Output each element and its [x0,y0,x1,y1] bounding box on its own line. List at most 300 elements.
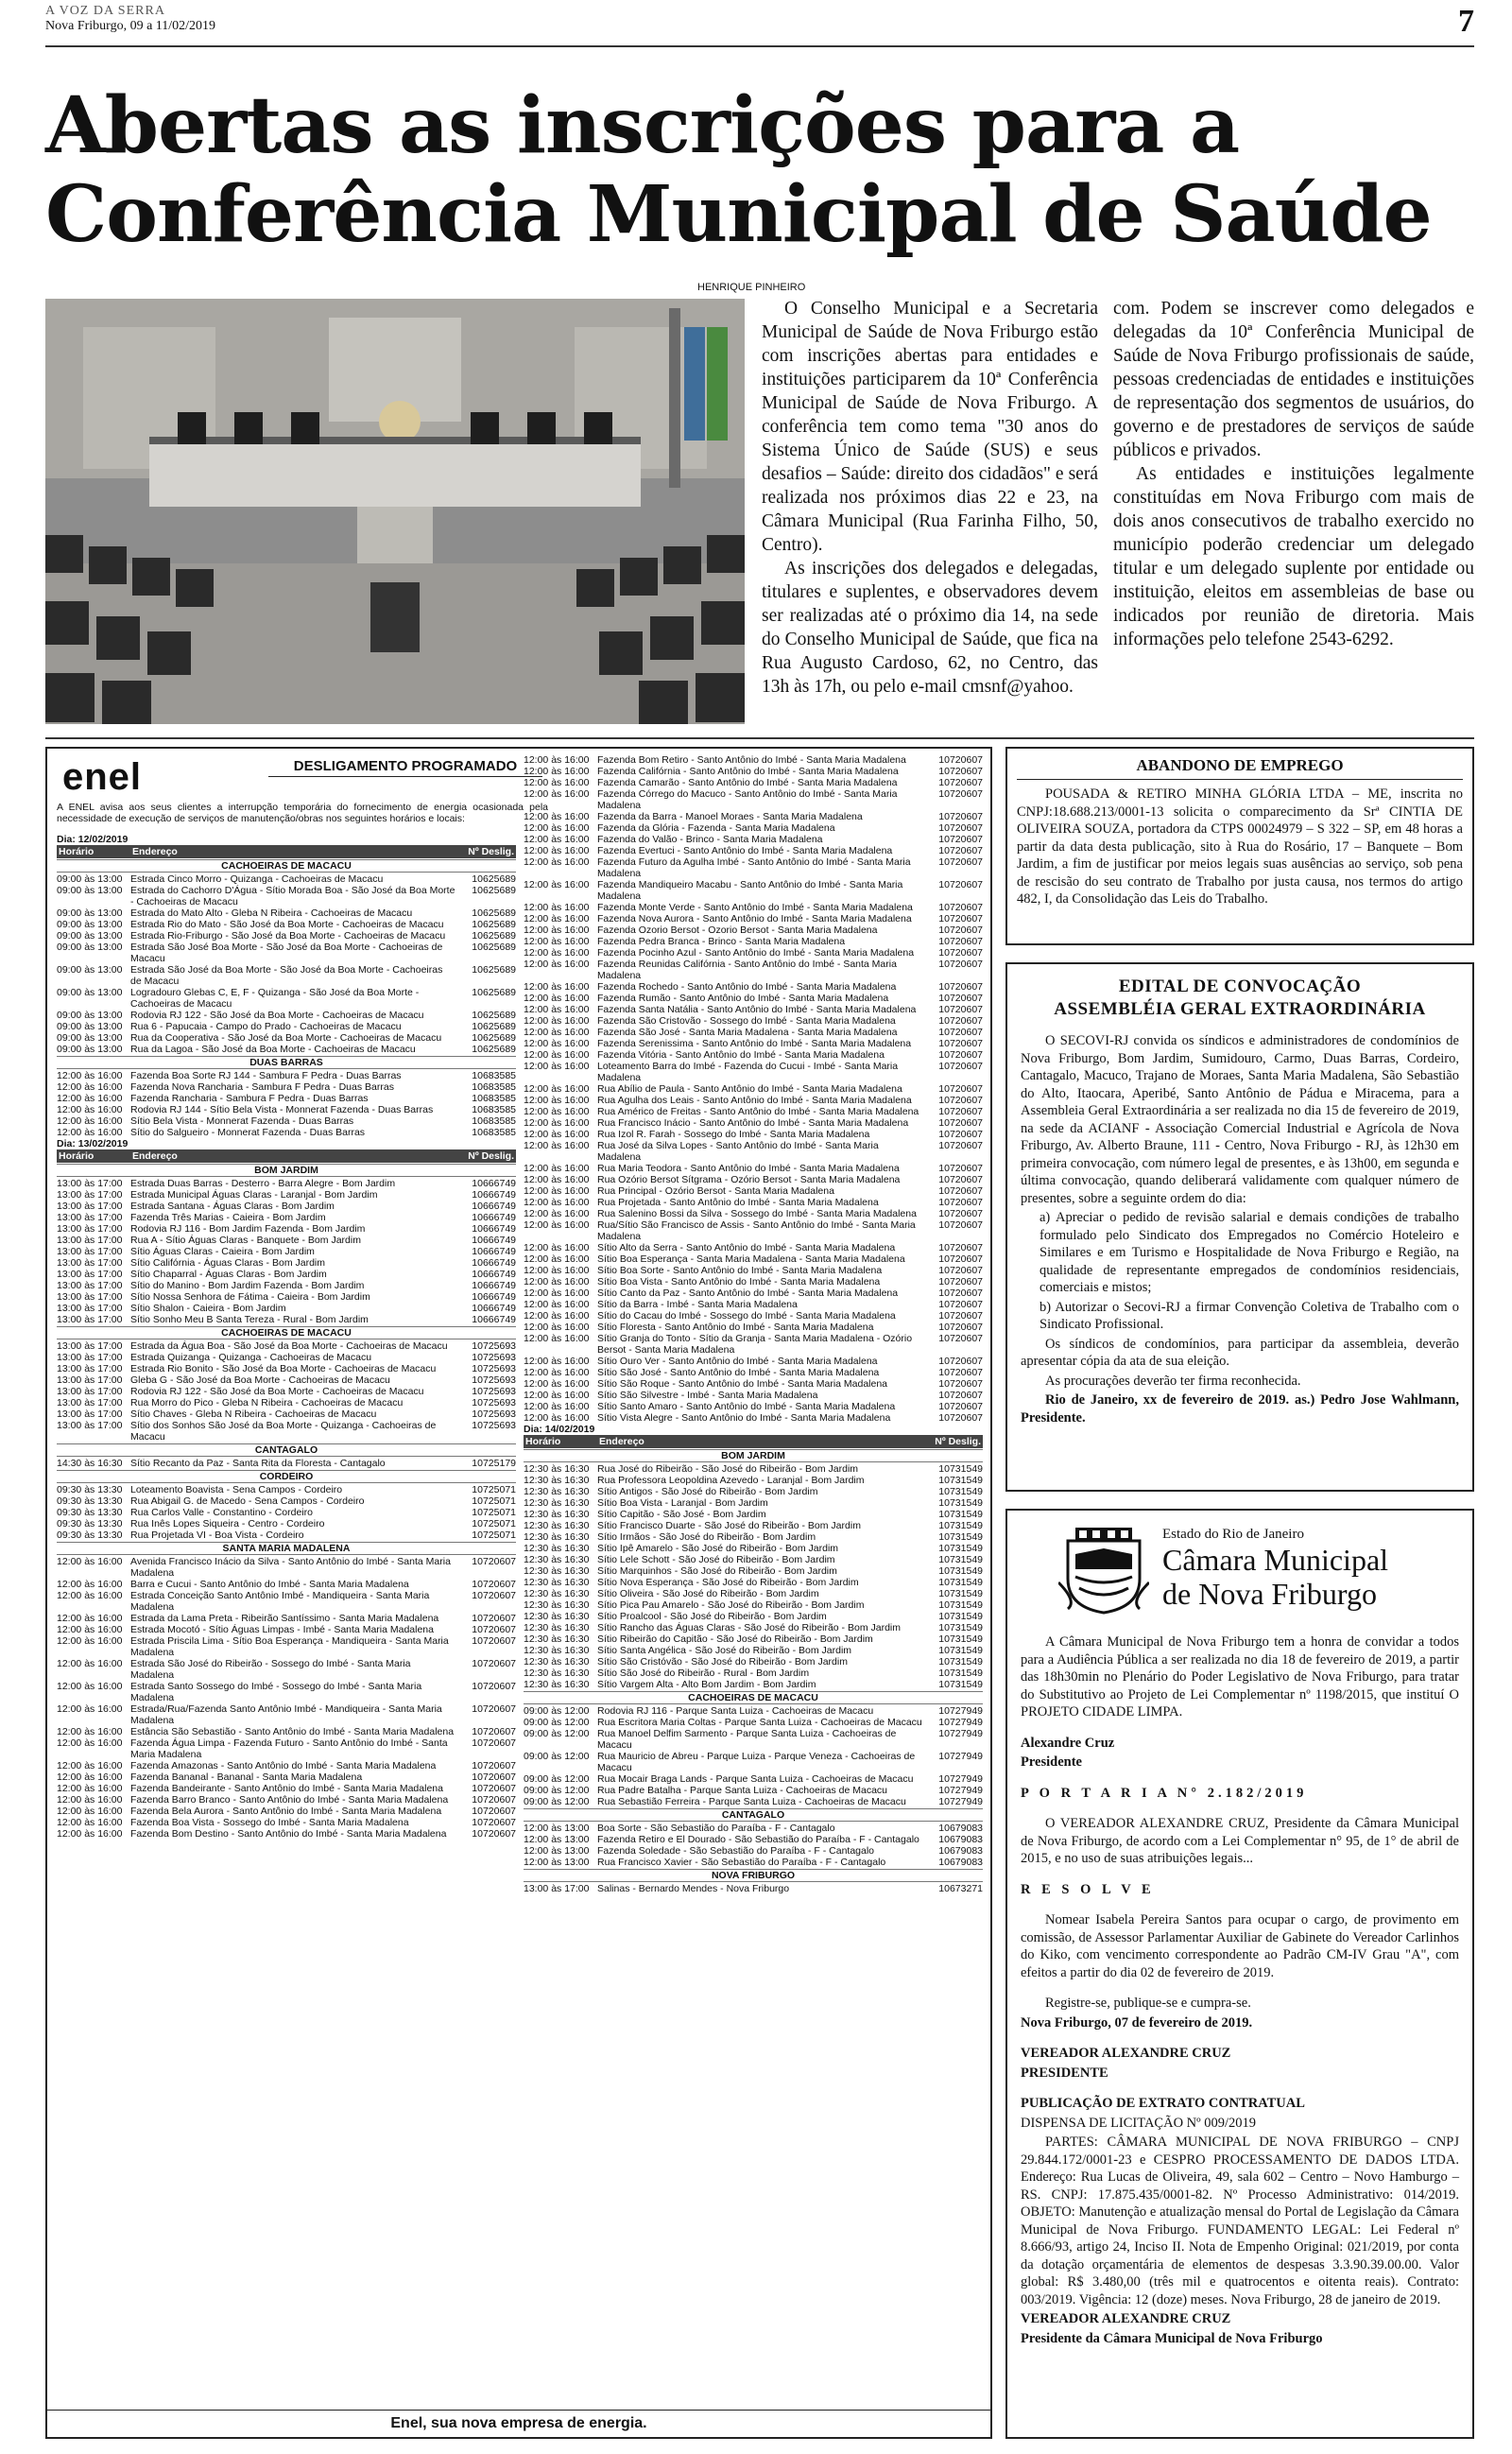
outage-number: 10725071 [472,1495,516,1507]
outage-number: 10731549 [938,1497,983,1509]
outage-row [524,1543,983,1554]
camara-title-block [1162,1527,1388,1611]
col-address-header: Endereço [132,1150,178,1162]
outage-number: 10720607 [938,879,983,890]
outage-address: Sítio Oliveira - São José do Ribeirão - Bom Jardim [597,1588,819,1599]
camara-name-2: de Nova Friburgo [1162,1576,1377,1611]
outage-row [524,1197,983,1208]
outage-address: Sítio Boa Sorte - Santo Antônio do Imbé - Santa Maria Madalena [597,1265,883,1276]
outage-time: 14:30 às 16:30 [57,1458,123,1469]
outage-address: Rua Agulha dos Leais - Santo Antônio do Imbé - Santa Maria Madalena [597,1095,912,1106]
enel-intro: A ENEL avisa aos seus clientes a interrupção temporária do fornecimento de energia ocasionada pela necessidade de execução de serviços de manutenção/obras nos seguintes horários e locais: [57,802,548,824]
enel-logo: enel [62,756,143,798]
outage-number: 10727949 [938,1785,983,1796]
outage-time: 13:00 às 17:00 [57,1397,123,1408]
outage-time: 12:00 às 16:00 [524,1027,590,1038]
outage-address: Rua Mauricio de Abreu - Parque Luiza - Parque Veneza - Cachoeiras de Macacu [597,1751,916,1773]
outage-row [524,834,983,845]
outage-row [524,1705,983,1717]
outage-number: 10727949 [938,1773,983,1785]
outage-number: 10720607 [472,1681,516,1692]
outage-row [524,1679,983,1690]
extrato-text: PARTES: CÂMARA MUNICIPAL DE NOVA FRIBURGO – CNPJ 29.844.172/0001-23 e CESPRO PROCESSAMENTO DE DADOS LTDA. Endereço: Rua Lucas de Oliveira, 49, sala 602 – Centro – Novo Hamburgo – RS. CNPJ: 17.875.435/0001-82. Nº Processo Administrativo: 014/2019. OBJETO: Manutenção e atualização mensal do Portal de Legislação da Câmara Municipal de Nova Friburgo. FUNDAMENTO LEGAL: Lei Federal nº 8.666/93, artigo 24, Inciso II. Nota de Empenho Original: 021/2019, por conta da dotação orçamentária de elementos de despesas 3.3.90.39.00.00. Valor global: R$ 3.480,00 (três mil e quatrocentos e oitenta reais). Contrato: 003/2019. Vigência: 12 (doze) meses. Nova Friburgo, 28 de janeiro de 2019. [1021,2134,1459,2307]
outage-address: Rua Ozório Bersot Sítgrama - Ozório Bersot - Santa Maria Madalena [597,1174,901,1185]
outage-time: 12:00 às 16:00 [524,1095,590,1106]
outage-row [524,1785,983,1796]
outage-address: Rua A - Sítio Águas Claras - Banquete - Bom Jardim [130,1235,361,1246]
issue-date: Nova Friburgo, 09 a 11/02/2019 [45,19,216,33]
outage-time: 13:00 às 17:00 [57,1201,123,1212]
outage-row [57,1115,516,1127]
outage-number: 10720607 [938,834,983,845]
outage-number: 10725693 [472,1352,516,1363]
outage-row [57,1507,516,1518]
outage-address: Gleba G - São José da Boa Morte - Cachoeiras de Macacu [130,1374,390,1386]
outage-time: 12:00 às 16:00 [57,1556,123,1567]
outage-time: 09:00 às 12:00 [524,1796,590,1807]
outage-row [57,1828,516,1840]
outage-address: Rua Abílio de Paula - Santo Antônio do Imbé - Santa Maria Madalena [597,1083,902,1095]
outage-row [524,925,983,936]
outage-time: 12:30 às 16:30 [524,1588,590,1599]
article-column-1 [762,297,1098,699]
outage-time: 12:00 às 16:00 [524,936,590,947]
outage-row [57,873,516,885]
outage-number: 10731549 [938,1520,983,1531]
outage-address: Barra e Cucui - Santo Antônio do Imbé - Santa Maria Madalena [130,1579,409,1590]
outage-number: 10679083 [938,1823,983,1834]
outage-number: 10720607 [938,777,983,788]
outage-time: 12:00 às 16:00 [524,879,590,890]
outage-row [524,1322,983,1333]
outage-address: Rua da Lagoa - São José da Boa Morte - Cachoeiras de Macacu [130,1044,416,1055]
outage-address: Sítio Granja do Tonto - Sítio da Granja - Santa Maria Madalena - Ozório Bersot - Santa Maria Madalena [597,1333,913,1356]
outage-time: 12:00 às 16:00 [524,1242,590,1253]
outage-row [57,1737,516,1760]
outage-row [57,1658,516,1681]
enel-table-left [57,834,516,1840]
outage-time: 12:30 às 16:30 [524,1622,590,1633]
outage-row [524,811,983,822]
outage-row [57,1579,516,1590]
outage-time: 12:00 às 16:00 [57,1590,123,1601]
outage-time: 12:00 às 16:00 [57,1658,123,1669]
outage-time: 09:30 às 13:30 [57,1529,123,1541]
outage-time: 09:00 às 13:00 [57,907,123,919]
outage-number: 10666749 [472,1291,516,1303]
outage-number: 10720607 [938,1412,983,1424]
outage-number: 10720607 [938,1390,983,1401]
outage-time: 09:00 às 12:00 [524,1728,590,1739]
outage-time: 12:00 às 16:00 [57,1115,123,1127]
outage-row [524,1401,983,1412]
outage-number: 10720607 [938,1197,983,1208]
outage-address: Rua Izol R. Farah - Sossego do Imbé - Santa Maria Madalena [597,1129,870,1140]
outage-time: 13:00 às 17:00 [57,1408,123,1420]
outage-time: 12:30 às 16:30 [524,1509,590,1520]
outage-number: 10720607 [472,1817,516,1828]
outage-row [57,1201,516,1212]
outage-time: 12:00 às 16:00 [57,1726,123,1737]
outage-row [57,907,516,919]
outage-time: 12:00 às 16:00 [524,959,590,970]
outage-time: 09:00 às 13:00 [57,919,123,930]
outage-row [57,1794,516,1806]
outage-number: 10720607 [938,1140,983,1151]
outage-address: Sítio Boa Vista - Santo Antônio do Imbé - Santa Maria Madalena [597,1276,881,1287]
outage-number: 10727949 [938,1751,983,1762]
edital-notice [1005,962,1474,1492]
outage-time: 12:00 às 16:00 [524,1117,590,1129]
outage-row [524,1299,983,1310]
outage-row [524,1163,983,1174]
outage-time: 12:00 às 13:00 [524,1845,590,1857]
outage-address: Fazenda Vitória - Santo Antônio do Imbé - Santa Maria Madalena [597,1049,885,1061]
outage-row [57,1386,516,1397]
outage-municipality: NOVA FRIBURGO [524,1869,983,1882]
outage-number: 10720607 [938,1378,983,1390]
outage-number: 10720607 [938,1253,983,1265]
article-paragraph: com. Podem se inscrever como delegados e delegadas da 10ª Conferência Municipal de Saúde de Nova Friburgo profissionais de saúde, pessoas credenciadas de entidades e instituições de representação dos segmentos de usuários, do governo e de prestadores de serviços de saúde públicos e privados. [1113,299,1474,460]
outage-day: Dia: 12/02/2019 [57,834,129,845]
outage-number: 10720607 [472,1658,516,1669]
outage-row [57,885,516,907]
outage-address: Sítio Rancho das Águas Claras - São José do Ribeirão - Bom Jardim [597,1622,901,1633]
outage-row [524,1038,983,1049]
outage-number: 10731549 [938,1577,983,1588]
enel-outage-notice [45,747,992,2439]
outage-row [57,1257,516,1269]
outage-number: 10731549 [938,1531,983,1543]
outage-time: 12:00 às 16:00 [57,1635,123,1647]
outage-row [524,1117,983,1129]
outage-municipality: CANTAGALO [524,1808,983,1822]
outage-time: 12:00 às 16:00 [524,1129,590,1140]
outage-municipality: BOM JARDIM [57,1164,516,1177]
outage-time: 13:00 às 17:00 [57,1223,123,1235]
outage-time: 12:00 às 16:00 [524,1219,590,1231]
outage-row [57,964,516,987]
outage-time: 12:00 às 16:00 [57,1794,123,1806]
outage-address: Fazenda Barro Branco - Santo Antônio do Imbé - Santa Maria Madalena [130,1794,449,1806]
outage-row [57,1314,516,1325]
outage-number: 10720607 [938,1310,983,1322]
outage-number: 10683585 [472,1115,516,1127]
outage-number: 10731549 [938,1588,983,1599]
camara-paragraph: O VEREADOR ALEXANDRE CRUZ, Presidente da Câmara Municipal de Nova Friburgo, de acordo com a Lei Complementar n° 95, de 1° de abril de 2015, e no uso de suas atribuições legais... [1021,1816,1459,1866]
col-time-header: Horário [525,1436,561,1447]
outage-number: 10683585 [472,1127,516,1138]
abandono-notice [1005,747,1474,945]
outage-address: Fazenda São José - Santa Maria Madalena - Santa Maria Madalena [597,1027,898,1038]
article-paragraph: As inscrições dos delegados e delegadas, titulares e suplentes, e observadores devem ser realizadas até o próximo dia 14, na sede do Conselho Municipal de Saúde, que fica na Rua Augusto Cardoso, 62, no Centro, das 13h às 17h, ou pelo e-mail cmsnf@yahoo. [762,559,1098,697]
outage-address: Fazenda Evertuci - Santo Antônio do Imbé - Santa Maria Madalena [597,845,893,856]
camara-state: Estado do Rio de Janeiro [1162,1526,1304,1542]
outage-row [57,1235,516,1246]
outage-number: 10731549 [938,1645,983,1656]
outage-time: 12:00 às 16:00 [524,925,590,936]
newspaper-name: A VOZ DA SERRA [45,4,165,18]
outage-time: 12:00 às 16:00 [57,1806,123,1817]
outage-number: 10731549 [938,1565,983,1577]
outage-row [524,1611,983,1622]
outage-time: 12:00 às 16:00 [524,913,590,925]
outage-time: 12:00 às 16:00 [524,1106,590,1117]
outage-number: 10720607 [472,1703,516,1715]
outage-time: 12:30 às 16:30 [524,1599,590,1611]
outage-time: 12:00 às 16:00 [57,1579,123,1590]
enel-table-right [524,754,983,1894]
outage-time: 12:30 às 16:30 [524,1497,590,1509]
outage-number: 10720607 [938,1038,983,1049]
outage-municipality: CORDEIRO [57,1470,516,1483]
outage-time: 12:00 às 16:00 [524,1049,590,1061]
outage-number: 10727949 [938,1705,983,1717]
outage-number: 10720607 [472,1737,516,1749]
outage-row [524,1129,983,1140]
outage-number: 10720607 [938,1322,983,1333]
signature-role: Presidente da Câmara Municipal de Nova Friburgo [1021,2330,1323,2346]
outage-number: 10725071 [472,1529,516,1541]
outage-time: 12:00 às 16:00 [57,1081,123,1093]
outage-time: 12:00 às 16:00 [524,1287,590,1299]
outage-number: 10720607 [938,1333,983,1344]
edital-paragraph: O SECOVI-RJ convida os síndicos e administradores de condomínios de Nova Friburgo, Bom Jardim, Sumidouro, Carmo, Duas Barras, Cordeiro, Cantagalo, Macuco, Trajano de Moraes, Santa Maria Madalena, São Sebastião do Alto, Itaocara, Aperibé, Santo Antônio de Pádua e Miracema, para a Assembleia Geral Extraordinária a ser realizada no dia 15 de fevereiro de 2019, na sede da ACIANF - Associação Comercial Industrial e Agrícola de Nova Friburgo, Av. Alberto Braune, 111 - Centro, Nova Friburgo - RJ, às 12h30 em primeira convocação, com número legal de presentes, e às 13h00, em segunda e última convocação, quando deliberará validamente com qualquer número de presentes, sobre a seguinte ordem do dia: [1021,1033,1459,1206]
outage-time: 12:00 às 16:00 [524,1356,590,1367]
outage-number: 10720607 [938,1276,983,1287]
outage-row [524,1717,983,1728]
outage-address: Rua 6 - Papucaia - Campo do Prado - Cachoeiras de Macacu [130,1021,402,1032]
outage-address: Rodovia RJ 122 - São José da Boa Morte - Cachoeiras de Macacu [130,1386,424,1397]
outage-number: 10720607 [938,993,983,1004]
outage-number: 10625689 [472,919,516,930]
outage-row [524,777,983,788]
outage-number: 10725071 [472,1484,516,1495]
outage-number: 10731549 [938,1611,983,1622]
outage-row [524,1083,983,1095]
outage-address: Sítio Santa Angélica - São José do Ribeirão - Bom Jardim [597,1645,852,1656]
edital-item-a: a) Apreciar o pedido de revisão salarial e demais condições de trabalho formulado pelo Sindicato dos Empregados no Comércio Hoteleiro e Similares e em Turismo e Hospitalidade de Nova Friburgo e Região, na qualidade de representante empregados de condomínios residenciais, comerciais e mistos; [1040,1210,1459,1295]
edital-item-b: b) Autorizar o Secovi-RJ a firmar Convenção Coletiva de Trabalho com o Sindicato Profissional. [1040,1299,1459,1332]
outage-address: Rodovia RJ 116 - Bom Jardim Fazenda - Bom Jardim [130,1223,366,1235]
outage-address: Fazenda Monte Verde - Santo Antônio do Imbé - Santa Maria Madalena [597,902,913,913]
edital-paragraph: Os síndicos de condomínios, para participar da assembleia, deverão apresentar cópia da ata de sua eleição. [1021,1336,1459,1369]
col-time-header: Horário [59,846,94,857]
outage-address: Estrada Rio-Friburgo - São José da Boa Morte - Cachoeiras de Macacu [130,930,446,942]
outage-number: 10731549 [938,1543,983,1554]
outage-time: 09:00 às 13:00 [57,1010,123,1021]
outage-time: 12:30 às 16:30 [524,1679,590,1690]
outage-number: 10720607 [938,902,983,913]
outage-time: 13:00 às 17:00 [57,1178,123,1189]
outage-row [524,1751,983,1773]
outage-time: 12:00 às 16:00 [524,834,590,845]
outage-row [524,1728,983,1751]
signature-name: Alexandre Cruz [1021,1735,1115,1751]
outage-address: Sítio Alto da Serra - Santo Antônio do Imbé - Santa Maria Madalena [597,1242,896,1253]
outage-time: 09:00 às 12:00 [524,1717,590,1728]
outage-time: 12:00 às 16:00 [57,1104,123,1115]
outage-number: 10720607 [472,1726,516,1737]
outage-number: 10683585 [472,1081,516,1093]
outage-row [524,766,983,777]
outage-row [524,1287,983,1299]
outage-address: Rua da Cooperativa - São José da Boa Morte - Cachoeiras de Macacu [130,1032,442,1044]
outage-time: 13:00 às 17:00 [57,1386,123,1397]
outage-row [57,1817,516,1828]
outage-table-header [524,1435,983,1448]
outage-address: Estrada do Mato Alto - Gleba N Ribeira - Cachoeiras de Macacu [130,907,413,919]
outage-row [524,1208,983,1219]
outage-row [524,981,983,993]
outage-address: Fazenda Ozorio Bersot - Ozorio Bersot - Santa Maria Madalena [597,925,878,936]
outage-address: Fazenda Camarão - Santo Antônio do Imbé - Santa Maria Madalena [597,777,898,788]
outage-number: 10731549 [938,1475,983,1486]
outage-number: 10720607 [472,1794,516,1806]
outage-address: Fazenda do Valão - Brinco - Santa Maria Madalena [597,834,823,845]
outage-number: 10666749 [472,1269,516,1280]
outage-day: Dia: 13/02/2019 [57,1138,129,1149]
outage-table-header [57,1149,516,1163]
camara-date: Nova Friburgo, 07 de fevereiro de 2019. [1021,2014,1253,2031]
outage-day: Dia: 14/02/2019 [524,1424,595,1435]
outage-row [57,1093,516,1104]
outage-time: 13:00 às 17:00 [57,1363,123,1374]
outage-number: 10720607 [472,1635,516,1647]
outage-address: Rua Principal - Ozório Bersot - Santa Maria Madalena [597,1185,834,1197]
outage-time: 12:00 às 16:00 [524,1163,590,1174]
outage-address: Fazenda Reunidas Califórnia - Santo Antônio do Imbé - Santa Maria Madalena [597,959,897,981]
outage-address: Sítio São Cristóvão - São José do Ribeirão - Bom Jardim [597,1656,848,1668]
outage-address: Fazenda Futuro da Agulha Imbé - Santo Antônio do Imbé - Santa Maria Madalena [597,856,911,879]
outage-address: Sítio Marquinhos - São José do Ribeirão - Bom Jardim [597,1565,837,1577]
outage-row [57,1624,516,1635]
outage-address: Sítio Boa Vista - Laranjal - Bom Jardim [597,1497,768,1509]
outage-time: 12:00 às 16:00 [524,1174,590,1185]
outage-time: 09:00 às 12:00 [524,1773,590,1785]
outage-number: 10625689 [472,1032,516,1044]
outage-address: Sítio do Cacau do Imbé - Sossego do Imbé - Santa Maria Madalena [597,1310,896,1322]
outage-row [524,1796,983,1807]
outage-number: 10720607 [938,1299,983,1310]
outage-number: 10725693 [472,1397,516,1408]
outage-address: Sítio Canto da Paz - Santo Antônio do Imbé - Santa Maria Madalena [597,1287,899,1299]
outage-number: 10725693 [472,1363,516,1374]
outage-number: 10725071 [472,1518,516,1529]
outage-number: 10720607 [938,1061,983,1072]
outage-time: 12:30 às 16:30 [524,1554,590,1565]
outage-row [57,1021,516,1032]
outage-row [57,1081,516,1093]
outage-row [524,1645,983,1656]
outage-row [57,930,516,942]
outage-address: Fazenda Rochedo - Santo Antônio do Imbé - Santa Maria Madalena [597,981,897,993]
outage-time: 12:30 às 16:30 [524,1611,590,1622]
outage-address: Estrada Municipal Águas Claras - Laranjal - Bom Jardim [130,1189,378,1201]
outage-number: 10625689 [472,987,516,998]
outage-address: Estrada São José Boa Morte - São José da Boa Morte - Cachoeiras de Macacu [130,942,443,964]
outage-number: 10683585 [472,1070,516,1081]
outage-row [524,1577,983,1588]
outage-number: 10720607 [472,1806,516,1817]
enel-slogan: Enel, sua nova empresa de energia. [47,2410,990,2437]
outage-row [524,1356,983,1367]
outage-row [57,1189,516,1201]
outage-address: Sítio Bela Vista - Monnerat Fazenda - Duas Barras [130,1115,354,1127]
outage-time: 12:00 às 16:00 [57,1783,123,1794]
outage-time: 12:00 às 16:00 [57,1624,123,1635]
outage-address: Sítio Ipê Amarelo - São José do Ribeirão - Bom Jardim [597,1543,839,1554]
outage-number: 10720607 [938,1265,983,1276]
outage-row [57,942,516,964]
outage-time: 13:00 às 17:00 [57,1189,123,1201]
outage-number: 10683585 [472,1104,516,1115]
outage-time: 09:30 às 13:30 [57,1507,123,1518]
outage-time: 09:00 às 13:00 [57,1021,123,1032]
outage-time: 09:00 às 13:00 [57,885,123,896]
outage-address: Rua Projetada - Santo Antônio do Imbé - Santa Maria Madalena [597,1197,879,1208]
outage-address: Fazenda Água Limpa - Fazenda Futuro - Santo Antônio do Imbé - Santa Maria Madalena [130,1737,448,1760]
outage-number: 10666749 [472,1280,516,1291]
outage-number: 10720607 [938,766,983,777]
outage-row [57,1352,516,1363]
outage-address: Avenida Francisco Inácio da Silva - Santo Antônio do Imbé - Santa Maria Madalena [130,1556,451,1579]
outage-address: Sítio Ouro Ver - Santo Antônio do Imbé - Santa Maria Madalena [597,1356,878,1367]
outage-row [57,1291,516,1303]
edital-paragraph: As procurações deverão ter firma reconhecida. [1045,1373,1301,1389]
camara-paragraph: Registre-se, publique-se e cumpra-se. [1045,1996,1251,2011]
outage-row [524,1242,983,1253]
outage-number: 10720607 [472,1783,516,1794]
camara-name-1: Câmara Municipal [1162,1542,1389,1577]
outage-row [57,1104,516,1115]
outage-number: 10725693 [472,1386,516,1397]
outage-time: 09:30 às 13:30 [57,1495,123,1507]
outage-time: 12:00 às 13:00 [524,1857,590,1868]
outage-time: 12:00 às 16:00 [524,1208,590,1219]
outage-address: Fazenda Rumão - Santo Antônio do Imbé - Santa Maria Madalena [597,993,889,1004]
outage-row [524,1265,983,1276]
outage-row [57,1178,516,1189]
resolve-title: R E S O L V E [1021,1881,1155,1897]
outage-time: 12:00 às 16:00 [524,1367,590,1378]
outage-number: 10725071 [472,1507,516,1518]
edital-title-1: EDITAL DE CONVOCAÇÃO [1118,976,1362,996]
outage-number: 10720607 [472,1771,516,1783]
abandono-title: ABANDONO DE EMPREGO [1017,756,1463,780]
outage-address: Estrada São José da Boa Morte - São José da Boa Morte - Cachoeiras de Macacu [130,964,443,987]
headline [45,81,1474,259]
outage-number: 10720607 [938,1242,983,1253]
outage-row [57,1613,516,1624]
outage-number: 10679083 [938,1845,983,1857]
outage-number: 10731549 [938,1668,983,1679]
outage-address: Sítio Shalon - Caieira - Bom Jardim [130,1303,286,1314]
outage-number: 10720607 [472,1613,516,1624]
outage-address: Loteamento Boavista - Sena Campos - Cordeiro [130,1484,343,1495]
outage-address: Rodovia RJ 144 - Sítio Bela Vista - Monnerat Fazenda - Duas Barras [130,1104,434,1115]
outage-number: 10666749 [472,1257,516,1269]
signature-name: VEREADOR ALEXANDRE CRUZ [1021,2046,1231,2061]
edital-title [1021,976,1459,1021]
outage-number: 10720607 [938,1208,983,1219]
outage-address: Estrada Priscila Lima - Sítio Boa Esperança - Mandiqueira - Santa Maria Madalena [130,1635,449,1658]
outage-row [524,913,983,925]
outage-row [524,1565,983,1577]
outage-address: Boa Sorte - São Sebastião do Paraíba - F - Cantagalo [597,1823,835,1834]
outage-number: 10720607 [472,1624,516,1635]
outage-time: 12:30 às 16:30 [524,1520,590,1531]
